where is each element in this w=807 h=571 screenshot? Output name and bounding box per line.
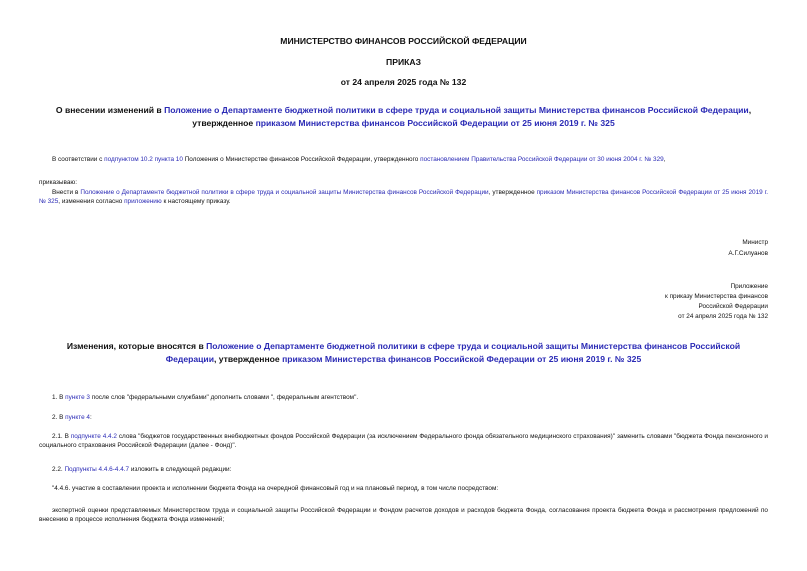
signature-position: Министр (742, 239, 768, 246)
changes-regulation-link[interactable]: Положение о Департаменте бюджетной политики в сфере труда и социальной защиты Министерства финансов Российской Федерации (165, 341, 741, 364)
item-text: : (89, 414, 92, 421)
changes-order-link[interactable]: приказом Министерства финансов Российской Федерации от 25 июня 2019 г. № 325 (282, 353, 642, 364)
clause-4-4-6-text: "4.4.6. участие в составлении проекта и исполнении бюджета Фонда на очередной финансовый год и на плановый период, в том числе посредством: (52, 485, 499, 492)
preamble-text: Положения о Министерстве финансов Российской Федерации, утвержденного (182, 156, 421, 163)
item-text: 2.2. (52, 466, 65, 473)
item-text: после слов "федеральными службами" дополнить словами ", федеральным агентством". (89, 394, 359, 401)
title-order-link[interactable]: приказом Министерства финансов Российской Федерации от 25 июня 2019 г. № 325 (255, 117, 615, 128)
government-resolution-link[interactable]: постановлением Правительства Российской Федерации от 30 июня 2004 г. № 329 (420, 156, 664, 163)
title-regulation-link[interactable]: Положение о Департаменте бюджетной политики в сфере труда и социальной защиты Министерства финансов Российской Федерации (164, 105, 749, 115)
ministry-heading: МИНИСТЕРСТВО ФИНАНСОВ РОССИЙСКОЙ ФЕДЕРАЦИИ (280, 36, 527, 46)
subclause-10-2-link[interactable]: подпунктом 10.2 пункта 10 (104, 156, 183, 163)
changes-title-text: , утвержденное (213, 353, 283, 364)
title-text: О внесении изменений в (55, 105, 165, 115)
expert-assessment-text: экспертной оценки представляемых Министерством труда и социальной защиты Российской Федерации и Фондом расчетов доходов и расходов бюджета Фонда, согласования проекта бюджета Фонда и рассмотрения предложений по внесению в процессе исполнения бюджета Фонда изменений; (39, 507, 768, 524)
preamble (52, 155, 772, 164)
change-item-2 (52, 413, 92, 422)
document-date-number: от 24 апреля 2025 года № 132 (340, 77, 467, 87)
subclauses-4-4-6-4-4-7-link[interactable]: Подпункты 4.4.6-4.4.7 (64, 466, 130, 473)
signature-name: А.Г.Силуанов (728, 250, 768, 257)
order-text (39, 188, 768, 207)
item-text: 2.1. В (52, 433, 71, 440)
item-text: изложить в следующей редакции: (129, 466, 232, 473)
preamble-text: В соответствии с (52, 156, 105, 163)
change-item-1 (52, 393, 358, 402)
order-approval-link[interactable]: приказом Министерства финансов Российской Федерации от 25 июня 2019 г. № 325 (39, 189, 768, 206)
order-word: приказываю: (39, 179, 77, 186)
clause-3-link[interactable]: пункте 3 (65, 394, 90, 401)
appendix-line: Российской Федерации (698, 303, 768, 310)
order-title (42, 104, 765, 129)
order-body-text: Внести в (52, 189, 81, 196)
order-body-text: , изменения согласно (58, 198, 125, 206)
order-body-text: , утвержденное (488, 189, 537, 196)
change-item-2-1 (39, 432, 768, 451)
item-text: слова "бюджетов государственных внебюджетных фондов Российской Федерации (за исключением Федерального фонда обязательного медицинского страхования)" заменить словами "бюджета Фонда пенсионного и социального страхования Российской Федерации (далее - Фонд)". (39, 433, 768, 450)
document-type: ПРИКАЗ (386, 57, 421, 67)
appendix-line: к приказу Министерства финансов (665, 293, 768, 300)
order-body-text: к настоящему приказу. (161, 198, 231, 206)
appendix-label: Приложение (730, 283, 768, 290)
changes-title-text: Изменения, которые вносятся в (66, 341, 207, 351)
clause-4-link[interactable]: пункте 4 (65, 414, 90, 421)
changes-title (42, 340, 765, 365)
order-regulation-link[interactable]: Положение о Департаменте бюджетной политики в сфере труда и социальной защиты Министерства финансов Российской Федерации (80, 189, 489, 196)
appendix-link[interactable]: приложению (124, 198, 162, 206)
item-text: 1. В (52, 394, 66, 401)
change-item-2-2 (52, 465, 231, 474)
preamble-text: , (663, 156, 666, 163)
appendix-line: от 24 апреля 2025 года № 132 (678, 313, 768, 320)
title-text: , утвержденное (192, 105, 752, 128)
item-text: 2. В (52, 414, 66, 421)
subclause-4-4-2-link[interactable]: подпункте 4.4.2 (70, 433, 117, 440)
